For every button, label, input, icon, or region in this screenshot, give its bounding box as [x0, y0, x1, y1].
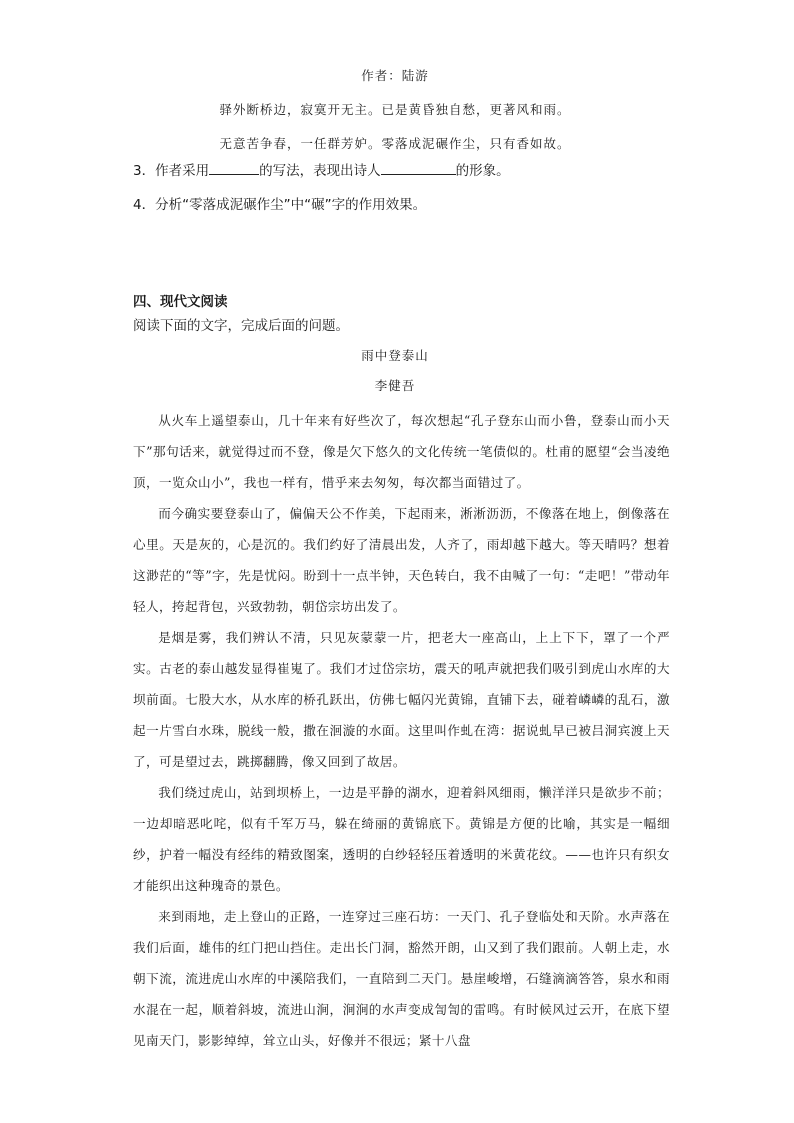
poem-block: [160, 64, 630, 166]
article-paragraph-2: 而今确实要登泰山了，偏偏天公不作美，下起雨来，淅淅沥沥，不像落在地上，倒像落在心里。天是灰的，心是沉的。我们约好了清晨出发，人齐了，雨却越下越大。等天晴吗？想着这渺茫的“等”字，先是忧闷。盼到十一点半钟，天色转白，我不由喊了一句：“走吧！”带动年轻人，挎起背包，兴致勃勃，朝岱宗坊出发了。: [133, 506, 670, 614]
article-paragraph-5: 来到雨地，走上登山的正路，一连穿过三座石坊：一天门、孔子登临处和天阶。水声落在我们后面，雄伟的红门把山挡住。走出长门洞，豁然开朗，山又到了我们跟前。人朝上走，水朝下流，流进虎山水库的中溪陪我们，一直陪到二天门。悬崖峻增，石缝滴滴答答，泉水和雨水混在一起，顺着斜坡，流进山涧，涧涧的水声变成訇訇的雷鸣。有时候风过云开，在底下望见南天门，影影绰绰，耸立山头，好像并不很远；紧十八盘: [133, 909, 670, 1048]
article-paragraph-3: 是烟是雾，我们辨认不清，只见灰蒙蒙一片，把老大一座高山，上上下下，罩了一个严实。古老的泰山越发显得崔嵬了。我们才过岱宗坊，震天的吼声就把我们吸引到虎山水库的大坝前面。七股大水，从水库的桥孔跃出，仿佛七幅闪光黄锦，直铺下去，碰着嶙嶙的乱石，激起一片雪白水珠，脱线一般，撒在洄漩的水面。这里叫作虬在湾：据说虬早已被吕洞宾渡上天了，可是望过去，跳掷翻腾，像又回到了故居。: [133, 630, 670, 769]
question-3-part1: 3．作者采用: [133, 163, 210, 179]
poem-line-1: 驿外断桥边，寂寞开无主。已是黄昏独自愁，更著风和雨。: [219, 102, 571, 117]
article-paragraph-4: 我们绕过虎山，站到坝桥上，一边是平静的湖水，迎着斜风细雨，懒洋洋只是欲步不前；一边却暗恶叱咤，似有千军万马，躲在绮丽的黄锦底下。黄锦是方便的比喻，其实是一幅细纱，护着一幅没有经纬的精致图案，透明的白纱轻轻压着透明的米黄花纹。——也许只有织女才能织出这种瑰奇的景色。: [133, 785, 670, 893]
section-title: 四、现代文阅读: [133, 294, 228, 310]
article-paragraph-1: 从火车上遥望泰山，几十年来有好些次了，每次想起“孔子登东山而小鲁，登泰山而小天下”那句话来，就觉得过而不登，像是欠下悠久的文化传统一笔债似的。杜甫的愿望“会当凌绝顶，一览众山小”，我也一样有，惜乎来去匆匆，每次都当面错过了。: [133, 413, 670, 490]
answer-blank-1[interactable]: [209, 160, 259, 175]
questions-block: [133, 160, 673, 228]
question-4: 4．分析“零落成泥碾作尘”中“碾”字的作用效果。: [133, 197, 427, 213]
question-3: [133, 160, 673, 194]
question-3-part2: 的写法，表现出诗人: [259, 163, 381, 179]
poem-line-2: 无意苦争春，一任群芳妒。零落成泥碾作尘，只有香如故。: [219, 136, 571, 151]
poem-author: 作者：陆游: [361, 68, 429, 83]
answer-blank-2[interactable]: [381, 160, 456, 175]
section-instruction: 阅读下面的文字，完成后面的问题。: [133, 318, 349, 334]
article-body: [133, 405, 670, 1056]
article-author: 李健吾: [374, 378, 416, 393]
question-3-part3: 的形象。: [455, 163, 510, 179]
article-title: 雨中登泰山: [361, 348, 429, 363]
